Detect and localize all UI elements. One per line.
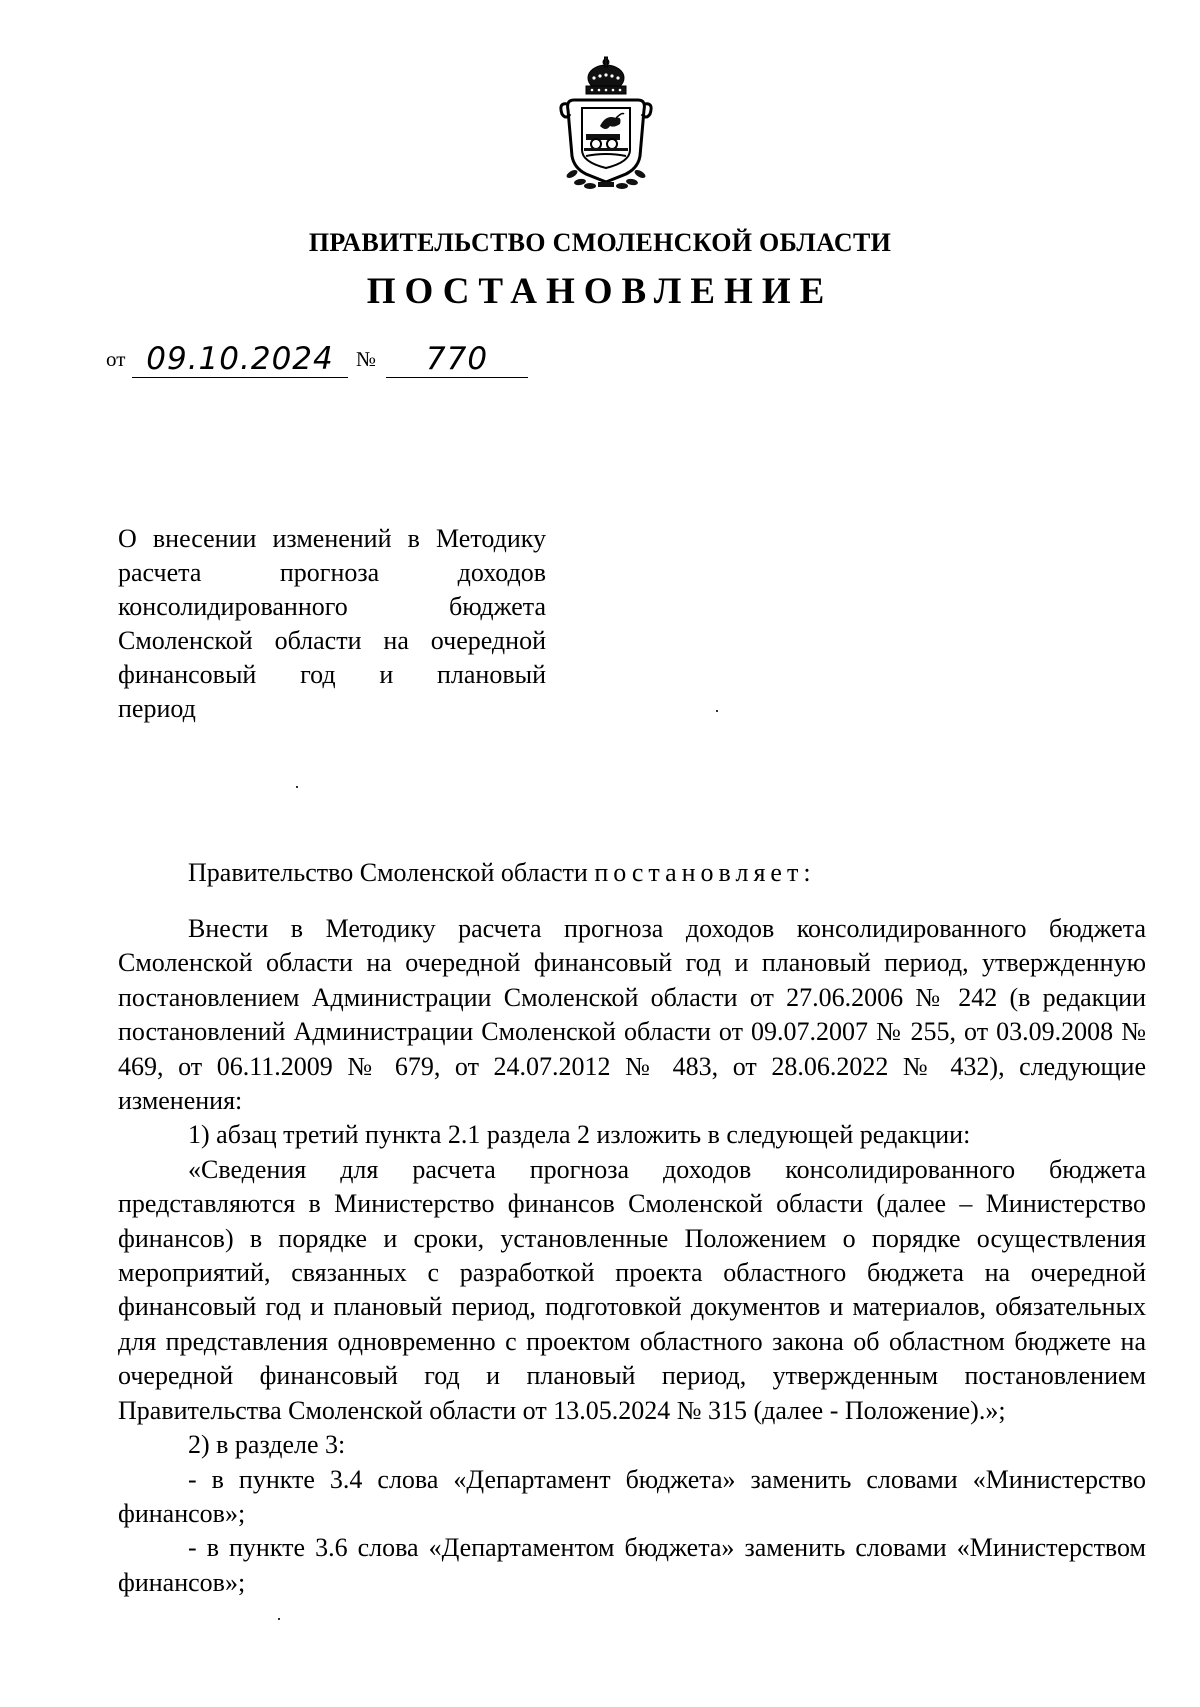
scan-speck	[278, 1618, 280, 1620]
date-prefix: от	[106, 347, 126, 371]
preamble-lead: Правительство Смоленской области	[188, 858, 595, 887]
document-subject	[118, 522, 546, 726]
document-type-title: ПОСТАНОВЛЕНИЕ	[366, 271, 834, 312]
scan-speck	[716, 710, 718, 712]
handwritten-date: 09.10.2024	[132, 341, 348, 378]
organization-title: ПРАВИТЕЛЬСТВО СМОЛЕНСКОЙ ОБЛАСТИ	[308, 228, 892, 257]
body-paragraph: - в пункте 3.4 слова «Департамент бюджета» заменить словами «Министерство финансов»;	[118, 1464, 1146, 1528]
registration-line	[106, 336, 546, 380]
subject-line: финансовый год и плановый	[118, 660, 546, 689]
subject-line: консолидированного бюджета	[118, 592, 546, 621]
body-paragraph: 1) абзац третий пункта 2.1 раздела 2 изложить в следующей редакции:	[188, 1120, 971, 1150]
handwritten-number: 770	[386, 341, 528, 378]
body-paragraph: 2) в разделе 3:	[188, 1430, 346, 1460]
preamble-resolves: постановляет:	[594, 858, 816, 887]
scan-speck	[296, 786, 298, 788]
preamble	[188, 858, 816, 888]
body-paragraph: - в пункте 3.6 слова «Департаментом бюджета» заменить словами «Министерством финансов»;	[118, 1533, 1146, 1597]
body-paragraph: «Сведения для расчета прогноза доходов консолидированного бюджета представляются в Министерство финансов Смоленской области (далее – Министерство финансов) в порядке и сроки, установленные Положением о порядке осуществления мероприятий, связанных с разработкой проекта областного бюджета на очередной финансовый год и плановый период, подготовкой документов и материалов, обязательных для представления одновременно с проектом областного закона об областном бюджете на очередной финансовый год и плановый период, утвержденным постановлением Правительства Смоленской области от 13.05.2024 № 315 (далее - Положение).»;	[118, 1154, 1146, 1425]
subject-line: Смоленской области на очередной	[118, 626, 546, 655]
number-prefix: №	[356, 347, 377, 371]
subject-line: период	[118, 694, 196, 723]
body-paragraph: Внести в Методику расчета прогноза доходов консолидированного бюджета Смоленской области на очередной финансовый год и плановый период, утвержденную постановлением Администрации Смоленской области от 27.06.2006 № 242 (в редакции постановлений Администрации Смоленской области от 09.07.2007 № 255, от 03.09.2008 № 469, от 06.11.2009 № 679, от 24.07.2012 № 483, от 28.06.2022 № 432), следующие изменения:	[118, 914, 1146, 1116]
subject-line: О внесении изменений в Методику	[118, 524, 546, 553]
smolensk-coat-of-arms-icon	[556, 56, 656, 192]
document-body	[118, 912, 1146, 1600]
subject-line: расчета прогноза доходов	[118, 558, 546, 587]
